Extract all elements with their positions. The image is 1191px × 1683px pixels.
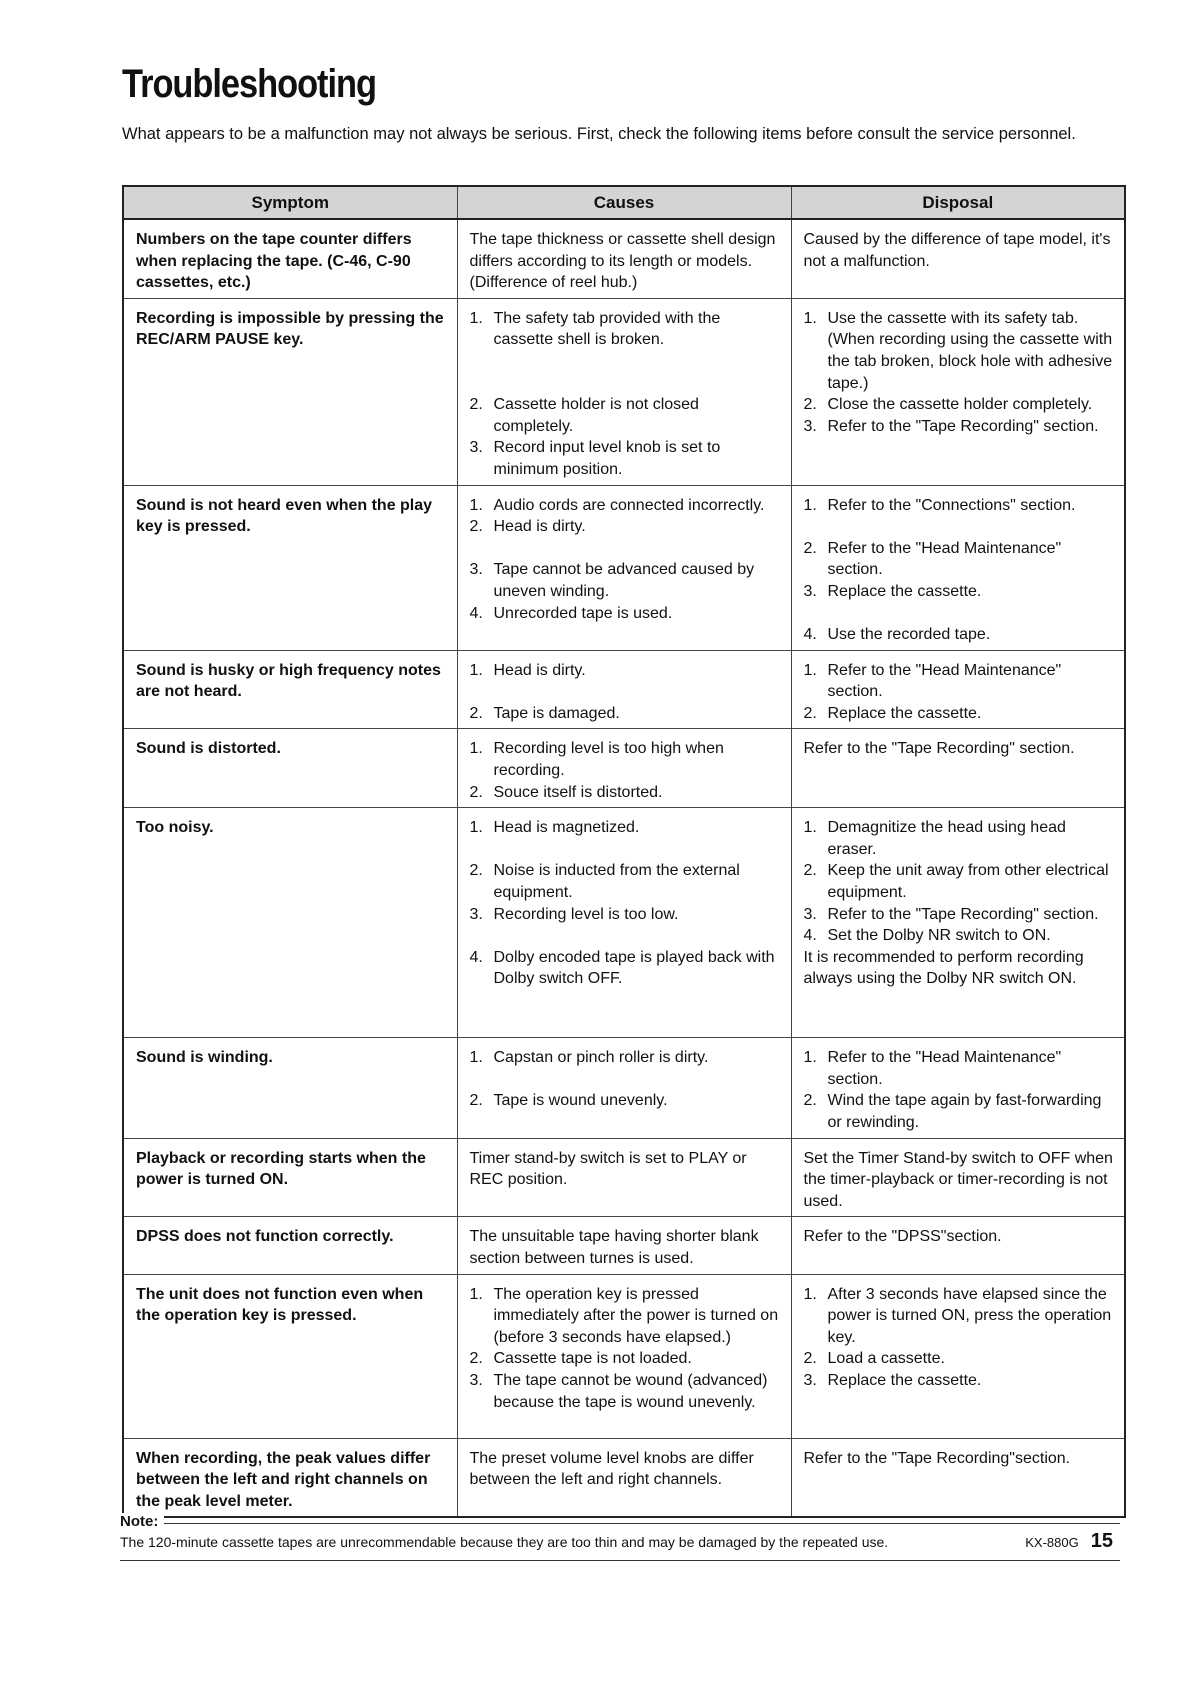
table-row — [123, 485, 1125, 650]
table-row — [123, 1138, 1125, 1217]
causes-cell: The tape thickness or cassette shell design differs according to its length or models. (Difference of reel hub.) — [457, 219, 791, 298]
list-item: 1. The operation key is pressed immediately after the power is turned on (before 3 seconds have elapsed.) — [469, 1285, 779, 1346]
list-item: 2. Cassette holder is not closed completely. — [469, 396, 699, 435]
causes-cell — [457, 1274, 791, 1438]
list-item: 1. Refer to the "Connections" section. — [803, 496, 1076, 514]
list-item: 1. Use the cassette with its safety tab. (When recording using the cassette with the tab broken, block hole with adhesive tape.) — [803, 309, 1113, 392]
list-item: 1. The safety tab provided with the cassette shell is broken. — [469, 309, 721, 349]
model-number: KX-880G — [1025, 1535, 1079, 1550]
symptom-cell: Sound is winding. — [123, 1038, 457, 1138]
list-item: 1. Demagnitize the head using head eraser. — [803, 819, 1066, 858]
disposal-cell: Refer to the "Tape Recording"section. — [791, 1438, 1125, 1517]
list-item: 1. Refer to the "Head Maintenance" section. — [803, 1049, 1062, 1088]
symptom-cell: Recording is impossible by pressing the REC/ARM PAUSE key. — [123, 298, 457, 485]
disposal-cell: Set the Timer Stand-by switch to OFF when the timer-playback or timer-recording is not used. — [791, 1138, 1125, 1217]
symptom-cell: Sound is distorted. — [123, 729, 457, 808]
causes-cell: The unsuitable tape having shorter blank section between turnes is used. — [457, 1217, 791, 1274]
list-item: 2. Tape is damaged. — [469, 704, 620, 722]
list-item: 2. Head is dirty. — [469, 518, 586, 536]
list-item: 3. Replace the cassette. — [803, 1371, 982, 1389]
causes-cell — [457, 1038, 791, 1138]
list-item: 4. Use the recorded tape. — [803, 626, 991, 644]
list-item: 3. The tape cannot be wound (advanced) because the tape is wound unevenly. — [469, 1371, 768, 1411]
causes-cell: Timer stand-by switch is set to PLAY or REC position. — [457, 1138, 791, 1217]
table-row — [123, 729, 1125, 808]
list-item: 1. Audio cords are connected incorrectly. — [469, 496, 765, 514]
symptom-cell: DPSS does not function correctly. — [123, 1217, 457, 1274]
table-row — [123, 1274, 1125, 1438]
disposal-cell: Refer to the "Tape Recording" section. — [791, 729, 1125, 808]
list-item: 2. Wind the tape again by fast-forwarding or rewinding. — [803, 1092, 1102, 1132]
symptom-cell: The unit does not function even when the operation key is pressed. — [123, 1274, 457, 1438]
symptom-cell: When recording, the peak values differ between the left and right channels on the peak level meter. — [123, 1438, 457, 1517]
list-item: 3. Tape cannot be advanced caused by uneven winding. — [469, 561, 755, 600]
disposal-note: It is recommended to perform recording always using the Dolby NR switch ON. — [803, 948, 1084, 988]
list-item: 2. Tape is wound unevenly. — [469, 1092, 668, 1110]
list-item: 1. Recording level is too high when recording. — [469, 740, 724, 780]
causes-cell — [457, 808, 791, 1038]
table-row — [123, 650, 1125, 729]
list-item: 1. Head is dirty. — [469, 661, 586, 679]
header-causes: Causes — [457, 186, 791, 219]
list-item: 3. Refer to the "Tape Recording" section. — [803, 417, 1099, 435]
list-item: 3. Replace the cassette. — [803, 582, 982, 600]
table-row — [123, 219, 1125, 298]
list-item: 3. Record input level knob is set to minimum position. — [469, 439, 721, 478]
page-title: Troubleshooting — [122, 62, 376, 106]
note-label: Note: — [120, 1513, 164, 1530]
disposal-cell — [791, 650, 1125, 729]
list-item: 2. Replace the cassette. — [803, 704, 982, 722]
table-header-row — [123, 186, 1125, 219]
page-number: 15 — [1090, 1530, 1113, 1552]
list-item: 2. Noise is inducted from the external equipment. — [469, 862, 740, 902]
disposal-cell — [791, 298, 1125, 485]
list-item: 4. Dolby encoded tape is played back with Dolby switch OFF. — [469, 948, 775, 988]
list-item: 2. Close the cassette holder completely. — [803, 396, 1093, 414]
disposal-cell — [791, 485, 1125, 650]
list-item: 4. Set the Dolby NR switch to ON. — [803, 927, 1051, 945]
list-item: 1. Capstan or pinch roller is dirty. — [469, 1049, 709, 1067]
table-row — [123, 1038, 1125, 1138]
symptom-cell: Sound is not heard even when the play key is pressed. — [123, 485, 457, 650]
troubleshooting-table — [122, 185, 1126, 1518]
note-text: The 120-minute cassette tapes are unrecommendable because they are too thin and may be damaged by the repeated use. — [120, 1534, 889, 1550]
list-item: 2. Cassette tape is not loaded. — [469, 1350, 692, 1368]
causes-cell — [457, 485, 791, 650]
list-item: 2. Keep the unit away from other electrical equipment. — [803, 862, 1109, 902]
disposal-cell — [791, 1274, 1125, 1438]
symptom-cell: Numbers on the tape counter differs when replacing the tape. (C-46, C-90 cassettes, etc.) — [123, 219, 457, 298]
disposal-cell — [791, 808, 1125, 1038]
list-item: 1. After 3 seconds have elapsed since the power is turned ON, press the operation key. — [803, 1285, 1112, 1346]
page-footer — [1025, 1530, 1113, 1553]
table-row — [123, 1438, 1125, 1517]
table-row — [123, 1217, 1125, 1274]
symptom-cell: Playback or recording starts when the power is turned ON. — [123, 1138, 457, 1217]
table-row — [123, 298, 1125, 485]
note-bottom-divider — [120, 1560, 1120, 1561]
causes-cell: The preset volume level knobs are differ between the left and right channels. — [457, 1438, 791, 1517]
symptom-cell: Too noisy. — [123, 808, 457, 1038]
intro-text: What appears to be a malfunction may not always be serious. First, check the following items before consult the service personnel. — [122, 125, 1076, 143]
note-divider — [120, 1523, 1120, 1524]
header-disposal: Disposal — [791, 186, 1125, 219]
causes-cell — [457, 729, 791, 808]
causes-cell — [457, 298, 791, 485]
list-item: 2. Refer to the "Head Maintenance" section. — [803, 539, 1062, 579]
disposal-cell: Caused by the difference of tape model, it's not a malfunction. — [791, 219, 1125, 298]
header-symptom: Symptom — [123, 186, 457, 219]
disposal-cell: Refer to the "DPSS"section. — [791, 1217, 1125, 1274]
disposal-cell — [791, 1038, 1125, 1138]
list-item: 2. Souce itself is distorted. — [469, 783, 663, 801]
table-row — [123, 808, 1125, 1038]
list-item: 3. Recording level is too low. — [469, 905, 679, 923]
list-item: 1. Head is magnetized. — [469, 819, 640, 837]
causes-cell — [457, 650, 791, 729]
symptom-cell: Sound is husky or high frequency notes are not heard. — [123, 650, 457, 729]
list-item: 3. Refer to the "Tape Recording" section. — [803, 905, 1099, 923]
list-item: 1. Refer to the "Head Maintenance" section. — [803, 661, 1062, 701]
note-section — [120, 1513, 1120, 1550]
list-item: 4. Unrecorded tape is used. — [469, 604, 673, 622]
list-item: 2. Load a cassette. — [803, 1350, 945, 1368]
